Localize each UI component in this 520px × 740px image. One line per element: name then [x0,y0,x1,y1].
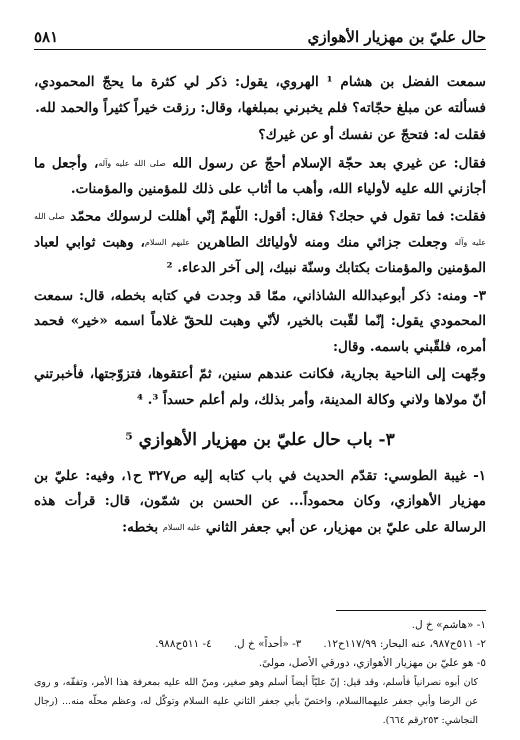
paragraph [34,70,486,121]
page-body [34,70,486,541]
paragraph [34,464,486,541]
page-header [34,20,486,50]
text-line: فقال: عن غيري بعد حجّة الإسلام أحجّ عن رسول الله [172,155,487,172]
honorific: صلى الله عليه وآله [98,158,166,168]
text-line: وجعلت جزائي منك ومنه لأوليائك الطاهرين [196,234,448,251]
paragraph [34,284,486,361]
honorific: صلى الله عليه وآله [34,212,487,248]
text-line: وتوكّل له، وعظم محلّه منه... (رجال النجاشي: ٢٥٣رقم ٦٦٤). [34,696,478,726]
text-line: قرأت هذه الرسالة على عليّ بن مهزيار، عن أبي جعفر الثاني [34,493,486,536]
paragraph [34,362,486,413]
footnote: ١- «هاشم» خ ل. [411,619,486,631]
honorific: عليه السلام [162,522,202,532]
text-line: وهبت ثوابي لعباد المؤمنين والمؤمنات بكتابك وسنّة نبيك، إلى آخر الدعاء. ² [34,234,486,277]
text-line: ٣- ومنه: ذكر أبوعبدالله الشاذاني، ممّا قد وجدت في كتابه بخطه، قال: [79,287,486,304]
paragraph [34,123,486,149]
text-line: سمعت المحمودي يقول: إنّما لقّبت بالخير، لأنّي وهبت للحقّ غلاماً اسمه [34,287,487,330]
running-title: حال عليّ بن مهزيار الأهوازي [307,28,486,46]
text-line: عليّ بن مهزيار الأهوازي، وكان محموداً... عن الحسن بن شمّون، قال: [34,467,487,510]
text-line: وجّهت إلى الناحية بجارية، فكانت عندهم سنين، ثمّ أعتقوها، فتزوّجتها، [89,366,486,383]
honorific: عليهم السلام [144,238,190,248]
text-line: فسألته عن مبلغ حجّاته؟ فلم يخبرني بمبلغها، وقال: رزقت خيراً كثيراً والحمد لله. [35,99,486,116]
text-line: «خير» فحمد أمره، فلقّبني باسمه. وقال: [34,313,486,355]
text-line: كان أبوه نصرانياً فأسلم، وقد قيل: إنّ عليّاً أيضاً أسلم وهو صغير، ومنّ الله عليه بمعرفة هذا [116,677,478,688]
text-line: وأجعل ما أجازني الله عليه لأولياء الله، وأهب ما أثاب على ذلك للمؤمنين والمؤمنات. [34,155,486,197]
footnote-separator [336,610,486,611]
text-line: فقلت له: فتحجّ عن نفسك أو عن غيرك؟ [258,127,486,144]
text-line: سمعت الفضل بن هشام ¹ الهروي، يقول: ذكر لي كثرة ما يحجّ المحمودي، [34,74,486,90]
section-heading: ٣- باب حال عليّ بن مهزيار الأهوازي ⁵ [125,429,395,450]
text-line: فأخبرتني أنّ مولاها ولاني وكالة المدينة، وأمر بذلك، ولم أعلم حسداً ³. ⁴ [34,366,486,409]
footnote-text [34,673,486,730]
text-line: بخطه: [122,519,159,536]
paragraph: فقلت: فما تقول في حجك؟ فقال: أقول: اللّهمّ إنّي أهللت لرسولك محمّد صلى الله عليه وآله وجعلت جزائي منك ومنه لأوليائك الطاهرين عليهم السلام، وهبت ثوابي لعباد المؤمنين والمؤمنات بكتابك وسنّة نبيك، إلى آخر الدعاء. ² [34,208,487,277]
footnote: ٤- ٥١١ح٩٨٨. [155,638,212,650]
paragraph: فقال: عن غيري بعد حجّة الإسلام أحجّ عن رسول الله صلى الله عليه وآله، وأجعل ما أجازني الله عليه لأولياء الله، وأهب ما أثاب على ذلك للمؤمنين والمؤمنات. [34,155,487,197]
page-number: ٥٨١ [34,28,59,46]
footnotes [34,616,486,730]
text-line: فقلت: فما تقول في حجك؟ فقال: أقول: اللّهمّ إنّي أهللت لرسولك محمّد [70,208,487,225]
footnote: ٢- ٥١١ح٩٨٧، عنه البحار: ١١٧/٩٩ح١٢. [323,638,486,650]
text-line: ١- غيبة الطوسي: تقدّم الحديث في باب كتابه إليه ص٣٢٧ ح١، وفيه: [85,467,487,484]
footnote: ٣- «أحداً» خ ل. [233,638,302,650]
footnote: ٥- هو عليّ بن مهزيار الأهوازي، دورقي الأصل، مولىً. [258,657,486,669]
text-line: الأمر، وتفقّه، و روى عن الرضا وأبي جعفر عليهماالسلام، واختصّ بأبي جعفر الثاني عليه السلام [34,677,478,707]
footnote-row [34,635,486,654]
